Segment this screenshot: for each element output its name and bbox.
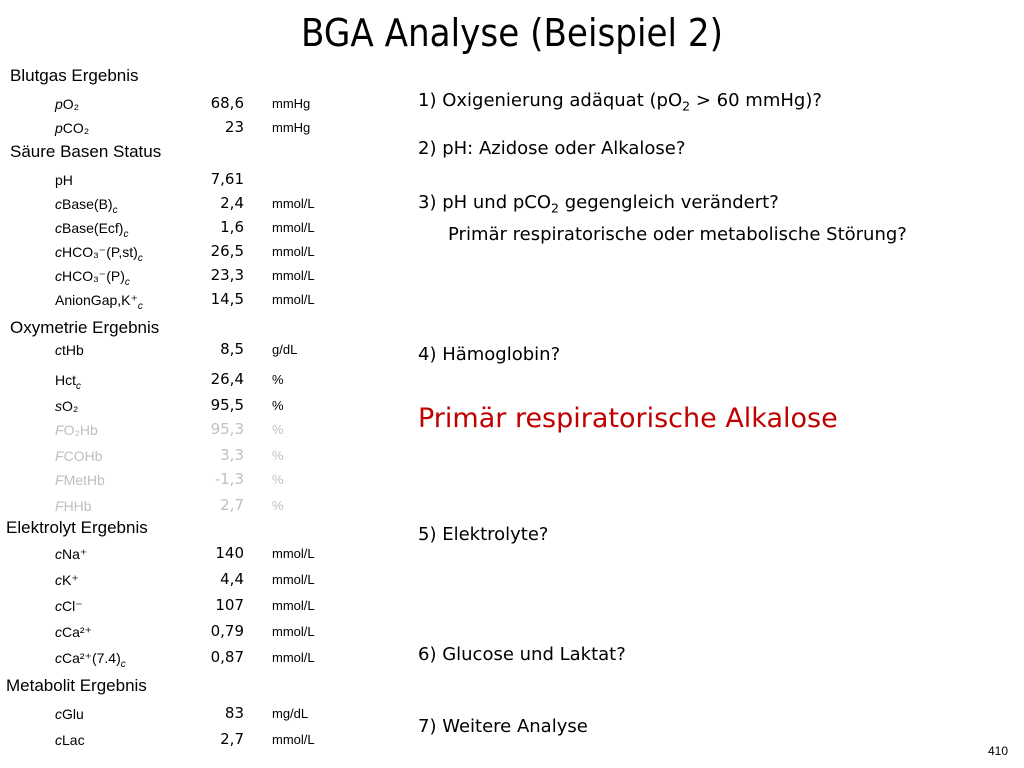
row-value: 23 xyxy=(224,118,244,136)
row-unit: % xyxy=(272,498,284,513)
row-unit: mmol/L xyxy=(272,572,315,587)
row-unit: mmol/L xyxy=(272,268,315,283)
row-value: 23,3 xyxy=(210,266,244,284)
row-label: ctHb xyxy=(55,342,84,358)
question-5: 5) Elektrolyte? xyxy=(418,524,549,545)
row-value: 26,5 xyxy=(210,242,244,260)
row-value: 2,4 xyxy=(220,194,244,212)
section-elektrolyt: Elektrolyt Ergebnis xyxy=(6,518,148,537)
row-value: 1,6 xyxy=(220,218,244,236)
row-unit: % xyxy=(272,472,284,487)
row-value: 4,4 xyxy=(220,570,244,588)
row-value: 0,79 xyxy=(210,622,244,640)
row-label: pH xyxy=(55,172,73,188)
row-unit: mmol/L xyxy=(272,650,315,665)
row-label: $cHCO_3^-(P,st)_c$ xyxy=(55,244,143,264)
row-label: cNa⁺ xyxy=(55,546,88,562)
question-4: 4) Hämoglobin? xyxy=(418,344,561,365)
row-unit: mmHg xyxy=(272,96,311,111)
row-label: $cBase(B)_c$ xyxy=(55,196,118,216)
row-value: 2,7 xyxy=(220,730,244,748)
row-value: -1,3 xyxy=(214,470,244,488)
row-unit: g/dL xyxy=(272,342,298,357)
row-label: pO₂ xyxy=(55,96,80,112)
row-unit: mmol/L xyxy=(272,624,315,639)
question-1: 1) Oxigenierung adäquat ($pO_2 > 60$ mmHg)? xyxy=(418,90,822,114)
row-value: 14,5 xyxy=(210,290,244,308)
question-3: 3) pH und pCO$_2$ gegengleich verändert? Primär respiratorische oder metabolische Störung? xyxy=(418,192,907,245)
row-value: 95,3 xyxy=(210,420,244,438)
row-value: 26,4 xyxy=(210,370,244,388)
row-unit: % xyxy=(272,448,284,463)
row-value: 8,5 xyxy=(220,340,244,358)
row-value: 7,61 xyxy=(210,170,244,188)
row-unit: % xyxy=(272,422,284,437)
section-blutgas: Blutgas Ergebnis xyxy=(10,66,139,85)
row-label: cLac xyxy=(55,732,85,748)
row-value: 95,5 xyxy=(210,396,244,414)
row-label: cGlu xyxy=(55,706,84,722)
section-oxymetrie: Oxymetrie Ergebnis xyxy=(10,318,160,337)
row-unit: % xyxy=(272,372,284,387)
section-metabolit: Metabolit Ergebnis xyxy=(6,676,147,695)
question-6: 6) Glucose und Laktat? xyxy=(418,644,626,665)
row-label: sO₂ xyxy=(55,398,79,414)
row-unit: mmol/L xyxy=(272,732,315,747)
row-label: FHHb xyxy=(55,498,92,514)
row-unit: % xyxy=(272,398,284,413)
row-value: 0,87 xyxy=(210,648,244,666)
row-unit: mmol/L xyxy=(272,244,315,259)
row-label: $cCa^{2+}(7.4)_c$ xyxy=(55,650,126,670)
slide-title: BGA Analyse (Beispiel 2) xyxy=(300,11,724,55)
row-label: cK⁺ xyxy=(55,572,79,588)
row-value: 107 xyxy=(215,596,244,614)
question-2: 2) pH: Azidose oder Alkalose? xyxy=(418,138,686,159)
row-unit: mmol/L xyxy=(272,598,315,613)
row-label: $cHCO_3^-(P)_c$ xyxy=(55,268,130,288)
row-label: FO₂Hb xyxy=(55,422,98,438)
row-label: cCa²⁺ xyxy=(55,624,92,640)
row-unit: mmHg xyxy=(272,120,311,135)
row-label: pCO₂ xyxy=(55,120,90,136)
row-value: 140 xyxy=(215,544,244,562)
row-unit: mmol/L xyxy=(272,292,315,307)
row-value: 68,6 xyxy=(210,94,244,112)
row-unit: mmol/L xyxy=(272,196,315,211)
row-label: $cBase(Ecf)_c$ xyxy=(55,220,129,240)
row-unit: mmol/L xyxy=(272,220,315,235)
diagnosis-result: Primär respiratorische Alkalose xyxy=(418,403,838,434)
row-label: FMetHb xyxy=(55,472,105,488)
section-saeure-basen: Säure Basen Status xyxy=(10,142,162,161)
row-value: 83 xyxy=(224,704,244,722)
row-value: 2,7 xyxy=(220,496,244,514)
row-unit: mg/dL xyxy=(272,706,309,721)
page-number: 410 xyxy=(987,744,1008,758)
row-label: cCl⁻ xyxy=(55,598,83,614)
row-value: 3,3 xyxy=(220,446,244,464)
question-7: 7) Weitere Analyse xyxy=(418,716,588,737)
row-label: FCOHb xyxy=(55,448,103,464)
row-label: Hct$_c$ xyxy=(55,372,81,392)
row-label: $AnionGap,K^+_c$ xyxy=(55,292,143,312)
row-unit: mmol/L xyxy=(272,546,315,561)
